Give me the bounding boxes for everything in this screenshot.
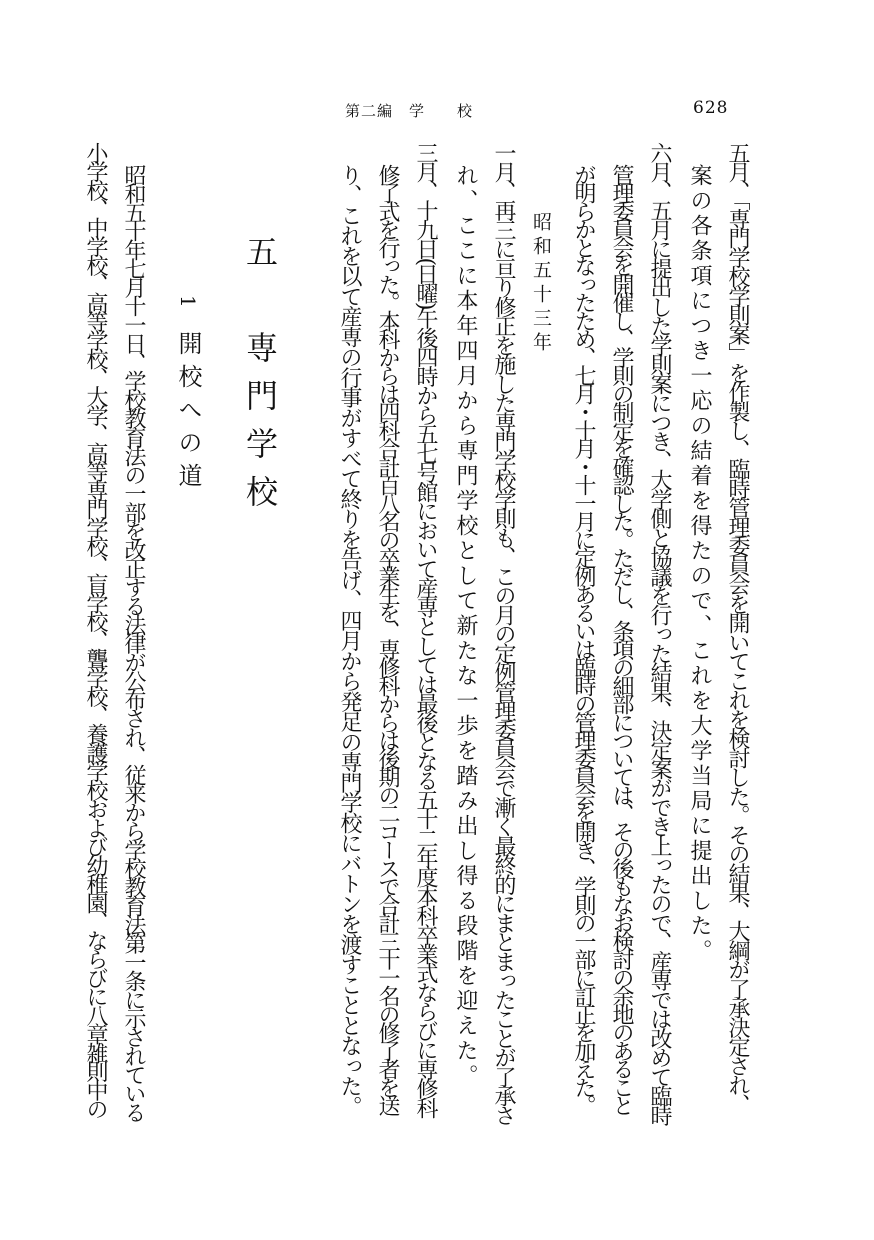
text-column: 一月、再三に亘り修正を施した専門学校学則も、この月の定例管理委員会で漸く最終的にまとまったことが了承さ [491, 142, 516, 1124]
text-column: 案の各条項につき一応の結着を得たので、これを大学当局に提出した。 [687, 164, 712, 964]
text-column: 三月、十九日(日曜)午後四時から五七号館において産専としては最後となる五十二年度本科卒業式ならびに専修科 [413, 142, 438, 1117]
subsection-heading [176, 295, 200, 496]
page-number: 628 [693, 98, 729, 118]
text-column: れ、ここに本年四月から専門学校として新たな一歩を踏み出し得る段階を迎えた。 [453, 164, 478, 1089]
text-column: 管理委員会を開催し、学則の制定を確認した。ただし、条項の細部については、その後もなお検討の余地のあること [609, 164, 634, 1113]
chapter-title: 五 専門学校 [241, 235, 279, 523]
text-column: が明らかとなったため、七月・十月・十一月に定例あるいは臨時の管理委員会を開き、学則の一部に訂正を加えた。 [571, 164, 596, 1113]
text-column: 小学校、中学校、高等学校、大学、高等専門学校、盲学校、聾学校、養護学校および幼稚園、ならびに八章雑則中の [83, 142, 108, 1117]
text-column: り、これを以て産専の行事がすべて終りを告げ、四月から発足の専門学校にバトンを渡すこととなった。 [337, 164, 362, 1116]
year-heading: 昭和五十三年 [530, 212, 552, 356]
running-header-title: 第二編 学 校 [345, 102, 474, 120]
subsection-number: 1 [176, 295, 200, 317]
text-column: 五月、「専門学校学則案」を作製し、臨時管理委員会を開いてこれを検討した。その結果、大綱が了承決定され、 [725, 142, 750, 1113]
text-column: 昭和五十年七月十一日、学校教育法の一部を改正する法律が公布され、従来から学校教育法第一条に示されている [121, 164, 146, 1121]
subsection-title: 開校への道 [174, 330, 202, 496]
text-column: 修了式を行った。本科からは四科合計百八名の卒業生を、専修科からは後期の二コースで合計三十一名の修了者を送 [375, 164, 400, 1113]
text-column: 六月、五月に提出した学則案につき、大学側と協議を行った結果、決定案ができ上ったので、産専では改めて臨時 [647, 142, 672, 1124]
